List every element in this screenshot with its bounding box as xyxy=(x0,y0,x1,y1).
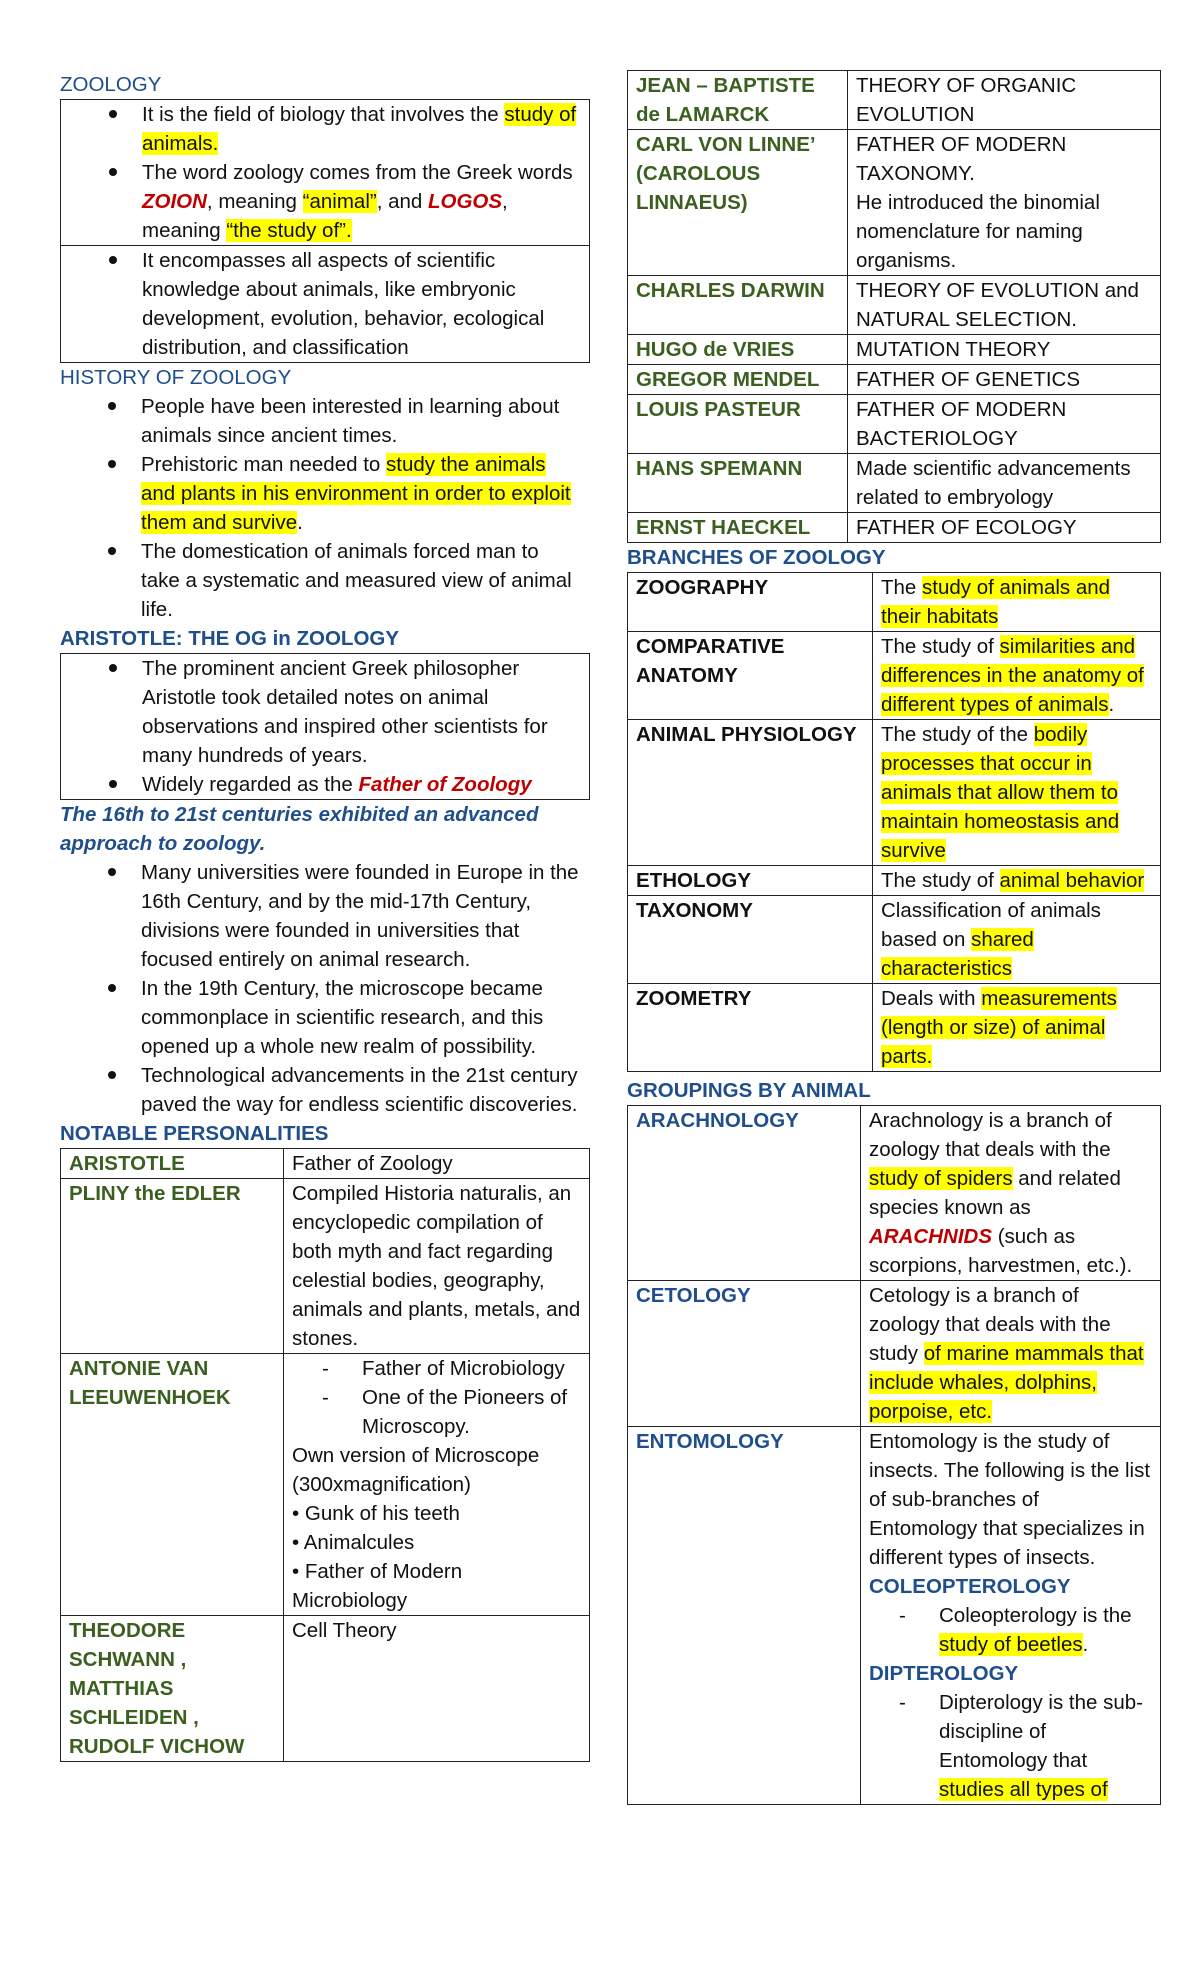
group-description: Entomology is the study of insects. The following is the list of sub-branches of Entomology that specializes in different types of insects. COLEOPTEROLOGY - Coleopterology is the study of beetles. DIPTEROLOGY - Dipterology is the sub-discipline of Entomology that studies all types of xyxy=(861,1427,1161,1805)
list-item: Own version of Microscope (300xmagnification) xyxy=(292,1444,540,1496)
notable-heading: NOTABLE PERSONALITIES xyxy=(60,1122,329,1145)
list-item: • Animalcules xyxy=(292,1531,415,1554)
table-row xyxy=(61,1149,590,1179)
person-name: ARISTOTLE xyxy=(61,1149,284,1179)
history-bullet-1: People have been interested in learning about animals since ancient times. xyxy=(60,392,590,450)
person-contribution: Cell Theory xyxy=(284,1616,590,1762)
table-row xyxy=(628,365,1161,395)
person-name: CHARLES DARWIN xyxy=(628,276,848,335)
zoology-heading: ZOOLOGY xyxy=(60,73,162,96)
history-list xyxy=(60,392,590,624)
branch-description: The study of animal behavior xyxy=(873,866,1161,896)
centuries-bullet-3: Technological advancements in the 21st century paved the way for endless scientific discoveries. xyxy=(60,1061,590,1119)
aristotle-bullet-1: The prominent ancient Greek philosopher Aristotle took detailed notes on animal observations and inspired other scientists for many hundreds of years. xyxy=(61,654,589,770)
subbranch-heading: DIPTEROLOGY xyxy=(869,1662,1019,1685)
list-item: • Gunk of his teeth xyxy=(292,1502,460,1525)
person-name: HANS SPEMANN xyxy=(628,454,848,513)
history-bullet-3: The domestication of animals forced man to take a systematic and measured view of animal life. xyxy=(60,537,590,624)
person-name: ERNST HAECKEL xyxy=(628,513,848,543)
table-row xyxy=(628,335,1161,365)
branch-name: ZOOGRAPHY xyxy=(628,573,873,632)
branch-description: The study of similarities and differences in the anatomy of different types of animals. xyxy=(873,632,1161,720)
table-row xyxy=(628,276,1161,335)
table-row xyxy=(628,1281,1161,1427)
branch-description: The study of animals and their habitats xyxy=(873,573,1161,632)
notable-table xyxy=(60,1148,590,1762)
group-name: ARACHNOLOGY xyxy=(628,1106,861,1281)
group-name: CETOLOGY xyxy=(628,1281,861,1427)
person-contribution: FATHER OF MODERN TAXONOMY. He introduced the binomial nomenclature for naming organisms. xyxy=(848,130,1161,276)
table-row xyxy=(628,395,1161,454)
centuries-list xyxy=(60,858,590,1119)
branches-table xyxy=(627,572,1161,1072)
branch-name: COMPARATIVE ANATOMY xyxy=(628,632,873,720)
person-name: GREGOR MENDEL xyxy=(628,365,848,395)
right-column xyxy=(627,70,1161,1805)
history-bullet-2: Prehistoric man needed to study the animals and plants in his environment in order to exploit them and survive. xyxy=(60,450,590,537)
table-row xyxy=(628,454,1161,513)
branch-name: TAXONOMY xyxy=(628,896,873,984)
centuries-heading: The 16th to 21st centuries exhibited an advanced approach to zoology. xyxy=(60,803,539,855)
branch-name: ANIMAL PHYSIOLOGY xyxy=(628,720,873,866)
zoology-bullet-2: The word zoology comes from the Greek words ZOION, meaning “animal”, and LOGOS, meaning “the study of”. xyxy=(61,158,589,245)
person-name: PLINY the EDLER xyxy=(61,1179,284,1354)
person-contribution: Father of Zoology xyxy=(284,1149,590,1179)
person-contribution xyxy=(284,1354,590,1616)
table-row xyxy=(628,720,1161,866)
aristotle-bullet-2: Widely regarded as the Father of Zoology xyxy=(61,770,589,799)
group-description: Cetology is a branch of zoology that deals with the study of marine mammals that include whales, dolphins, porpoise, etc. xyxy=(861,1281,1161,1427)
branches-heading: BRANCHES OF ZOOLOGY xyxy=(627,546,886,569)
table-row xyxy=(628,130,1161,276)
person-contribution: THEORY OF ORGANIC EVOLUTION xyxy=(848,71,1161,130)
branch-name: ETHOLOGY xyxy=(628,866,873,896)
zoology-bullet-3: It encompasses all aspects of scientific knowledge about animals, like embryonic development, evolution, behavior, ecological distribution, and classification xyxy=(61,246,589,362)
aristotle-heading: ARISTOTLE: THE OG in ZOOLOGY xyxy=(60,627,400,650)
table-row xyxy=(628,984,1161,1072)
table-row xyxy=(628,632,1161,720)
person-contribution: THEORY OF EVOLUTION and NATURAL SELECTION. xyxy=(848,276,1161,335)
list-item: • Father of Modern Microbiology xyxy=(292,1560,463,1612)
table-row xyxy=(628,1106,1161,1281)
person-contribution: FATHER OF GENETICS xyxy=(848,365,1161,395)
list-item: - Father of Microbiology xyxy=(292,1354,581,1383)
groupings-heading: GROUPINGS BY ANIMAL xyxy=(627,1079,871,1102)
branch-name: ZOOMETRY xyxy=(628,984,873,1072)
person-name: ANTONIE VAN LEEUWENHOEK xyxy=(61,1354,284,1616)
table-row xyxy=(628,573,1161,632)
table-row xyxy=(628,513,1161,543)
table-row xyxy=(628,1427,1161,1805)
table-row xyxy=(628,896,1161,984)
left-column xyxy=(60,70,590,1762)
list-item: - One of the Pioneers of Microscopy. xyxy=(292,1383,581,1441)
list-item: - Dipterology is the sub-discipline of Entomology that studies all types of xyxy=(869,1688,1152,1804)
aristotle-box xyxy=(60,653,590,800)
centuries-bullet-2: In the 19th Century, the microscope became commonplace in scientific research, and this opened up a whole new realm of possibility. xyxy=(60,974,590,1061)
person-name: THEODORE SCHWANN , MATTHIAS SCHLEIDEN , RUDOLF VICHOW xyxy=(61,1616,284,1762)
branch-description: The study of the bodily processes that occur in animals that allow them to maintain homeostasis and survive xyxy=(873,720,1161,866)
person-name: LOUIS PASTEUR xyxy=(628,395,848,454)
person-contribution: Made scientific advancements related to embryology xyxy=(848,454,1161,513)
zoology-box-1 xyxy=(60,99,590,246)
person-name: HUGO de VRIES xyxy=(628,335,848,365)
person-contribution: MUTATION THEORY xyxy=(848,335,1161,365)
history-heading: HISTORY OF ZOOLOGY xyxy=(60,366,292,389)
branch-description: Classification of animals based on shared characteristics xyxy=(873,896,1161,984)
table-row xyxy=(61,1179,590,1354)
zoology-bullet-1: It is the field of biology that involves the study of animals. xyxy=(61,100,589,158)
group-description: Arachnology is a branch of zoology that deals with the study of spiders and related species known as ARACHNIDS (such as scorpions, harvestmen, etc.). xyxy=(861,1106,1161,1281)
subbranch-heading: COLEOPTEROLOGY xyxy=(869,1575,1071,1598)
person-contribution: FATHER OF ECOLOGY xyxy=(848,513,1161,543)
zoology-box-2 xyxy=(60,246,590,363)
table-row xyxy=(61,1616,590,1762)
person-contribution: Compiled Historia naturalis, an encyclopedic compilation of both myth and fact regarding celestial bodies, geography, animals and plants, metals, and stones. xyxy=(284,1179,590,1354)
people-table xyxy=(627,70,1161,543)
person-name: CARL VON LINNE’ (CAROLOUS LINNAEUS) xyxy=(628,130,848,276)
person-name: JEAN – BAPTISTE de LAMARCK xyxy=(628,71,848,130)
table-row xyxy=(628,71,1161,130)
group-name: ENTOMOLOGY xyxy=(628,1427,861,1805)
list-item: - Coleopterology is the study of beetles. xyxy=(869,1601,1152,1659)
person-contribution: FATHER OF MODERN BACTERIOLOGY xyxy=(848,395,1161,454)
groupings-table xyxy=(627,1105,1161,1805)
table-row xyxy=(628,866,1161,896)
table-row xyxy=(61,1354,590,1616)
branch-description: Deals with measurements (length or size) of animal parts. xyxy=(873,984,1161,1072)
centuries-bullet-1: Many universities were founded in Europe in the 16th Century, and by the mid-17th Century, divisions were founded in universities that focused entirely on animal research. xyxy=(60,858,590,974)
